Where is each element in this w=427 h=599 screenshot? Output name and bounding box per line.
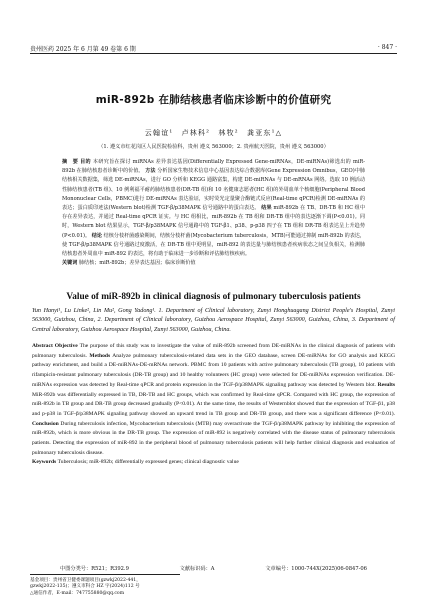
- keywords-text: 肺结核；miR-892b；差异表达基因；临床诊断价值: [78, 260, 196, 267]
- running-header: [30, 44, 397, 53]
- title-english: Value of miR-892b in clinical diagnosis of pulmonary tuberculosis patients: [66, 292, 361, 302]
- classification-line: [60, 565, 367, 572]
- abstract-chinese: [62, 158, 365, 268]
- abstract-label-en: Abstract: [32, 343, 53, 349]
- result-label: 结果: [261, 205, 272, 212]
- objective-text-en: The purpose of this study was to investigate the value of miR-892b screened from DE-miRNAs in the clinical diagnosis of patients with pulmonary tuberculosis.: [32, 343, 395, 359]
- keywords-text-en: Tuberculosis; miR-892b; differentially expressed genes; clinical diagnostic value: [57, 459, 239, 466]
- fund-info: 基金项目：贵州省卫健委课题项目(gzwkj2022-441，: [30, 578, 141, 583]
- title-chinese: miR-892b 在肺结核患者临床诊断中的价值研究: [95, 94, 332, 106]
- result-text-en: MiR-892b was differentially expressed in TB, DR-TB and HC groups, which was confirmed by Real-time qPCR. Compared with HC group, the expression of miR-892b in TB group and DR-TB group decreased gradually (P<0.01). At the same time, the results of Westernblot showed that the expression of TGF-β1, p38 and p-p38 in TGF-β/p38MAPK signaling pathway showed an upward trend in TB group and DR-TB group, and there was a significant difference (P<0.01).: [32, 391, 395, 417]
- conclusion-label: 结论: [91, 232, 102, 239]
- conclusion-text: 结核分枝杆菌感染期间，结核分枝杆菌(Mycobacterium tuberculosis，MTB)可能通过抑制 miR-892b 的表达，使 TGF-β/p38MAPK 信号通路过度激活，在 DR-TB 组中更明显，miR-892 的表达量与肺结核患者疾病状态之间呈负相关，检测肺结核患者外周血中 miR-892 的表达，将有助于临床进一步诊断和评估肺结核疾病。: [62, 232, 365, 258]
- footnote-divider: [30, 574, 180, 575]
- corresponding-author: △通信作者，E-mail：747755880@qq.com: [30, 590, 125, 596]
- authors-english: Yun Hanyi¹, Lu Linke², Lin Mu², Gong Yadong¹. 1. Department of Clinical laboratory, Zunyi Honghuagang District People's Hospital, Zunyi 563000, Guizhou, China, 2. Department of Clinical laboratory, Guizhou Aerospace Hospital, Zunyi 563000, Guizhou, China, 3. Department of Central laboratory, Guizhou Aerospace Hospital, Zunyi 563000, Guizhou, China.: [32, 308, 395, 333]
- page-number: · 847 ·: [377, 44, 397, 51]
- fund-info-continued: gzwkj2022-135)；遵义市科合 HZ 字(2024)112 号: [30, 584, 140, 590]
- objective-label-en: Objective: [54, 343, 78, 349]
- conclusion-label-en: Conclusion: [32, 420, 59, 427]
- objective-text: 本研究旨在探讨 miRNAs 差异表达基因(Differentially Expressed Gene-miRNAs，DE-miRNAs)筛选出的 miR-892b 在肺结核患者诊断中的价值。: [62, 159, 365, 175]
- affiliation-chinese: （1. 遵义市红花岗区人民医院检验科，贵州 遵义 563000；2. 贵州航天医院，贵州 遵义 563000）: [98, 144, 329, 150]
- keywords-label: 关键词: [62, 260, 78, 267]
- journal-issue: 贵州医药 2025 年 6 月第 49 卷第 6 期: [30, 46, 136, 53]
- method-text-en: Analyze pulmonary tuberculosis-related data sets in the GEO database, screen DE-miRNAs for GO analysis and KEGG pathway enrichment, and build a DE-miRNAs-DE-mRNAs network. PBMC from 10 patients with active pulmonary tuberculosis (TB group), 10 patients with rifampicin-resistant pulmonary tuberculosis (DR-TB group) and 10 healthy volunteers (HC group) were selected for DE-miRNAs expression verification. DE-miRNAs expression was detected by Real-time qPCR and protein expression in the TGF-β/p38MAPK signaling pathway was detected by Western blot.: [32, 352, 396, 388]
- result-label-en: Results: [377, 381, 396, 388]
- abstract-english: [32, 342, 395, 468]
- keywords-label-en: Keywords: [32, 459, 57, 466]
- article-number: 文章编号：1000-744X(2025)06-0847-06: [265, 566, 367, 572]
- method-label: 方法: [145, 168, 156, 175]
- header-divider: [30, 53, 397, 54]
- document-code: 文献标识码：A: [179, 566, 215, 572]
- conclusion-text-en: During tuberculosis infection, Mycobacterium tuberculosis (MTB) may overactivate the TGF-β/p38MAPK pathway by inhibiting the expression of miR-892b, which is more obvious in the DR-TB group. The expression of miR-892 is negatively correlated with the disease status of pulmonary tuberculosis patients. Detecting the expression of miR-892 in the peripheral blood of pulmonary tuberculosis patients will help further clinical diagnosis and evaluation of pulmonary tuberculosis disease.: [32, 420, 395, 456]
- method-label-en: Methods: [89, 352, 111, 359]
- abstract-label: 摘 要: [62, 159, 79, 165]
- footnote: [30, 578, 397, 597]
- authors-chinese: 云翰谊¹ 卢林科² 林牧² 龚亚东¹△: [144, 129, 283, 137]
- result-text: miR-892b 在 TB、DR-TB 和 HC 组中存在差异表达，并通过 Real-time qPCR 证实。与 HC 组相比，miR-892b 在 TB 组和 DR-TB 组中的表达逐渐下调(P<0.01)。同时，Western blot 结果显示，TGF-β/p38MAPK 信号通路中的 TGF-β1、p38、p-p38 四子在 TB 组和 DR-TB 组表达呈上升趋势(P<0.01)。: [62, 205, 365, 239]
- objective-label: 目的: [80, 159, 91, 165]
- clc-number: 中图分类号：R521；R392.9: [60, 566, 129, 572]
- method-text: 分析国家生物技术信息中心基因表达综合数据库(Gene Expression Omnibus，GEO)中肺结核相关数据集，筛选 DE-miRNAs，进行 GO 分析和 KEGG 通路富集，构建 DE-miRNAs 与 DE-mRNAs 网络。选取 10 例活动性肺结核患者(TB 组)、10 例利福平耐药肺结核患者(DR-TB 组)和 10 名健康志愿者(HC 组)的外周血单个核细胞(Peripheral Blood Mononuclear Cells，PBMC)进行 DE-miRNAs 表达验证，实时荧光定量聚合酶链式反应(Real-time qPCR)检测 DE-miRNAs 的表达；蛋白质印迹法(Western blot)检测 TGF-β/p38MAPK 信号通路中的蛋白表达。: [62, 168, 365, 212]
